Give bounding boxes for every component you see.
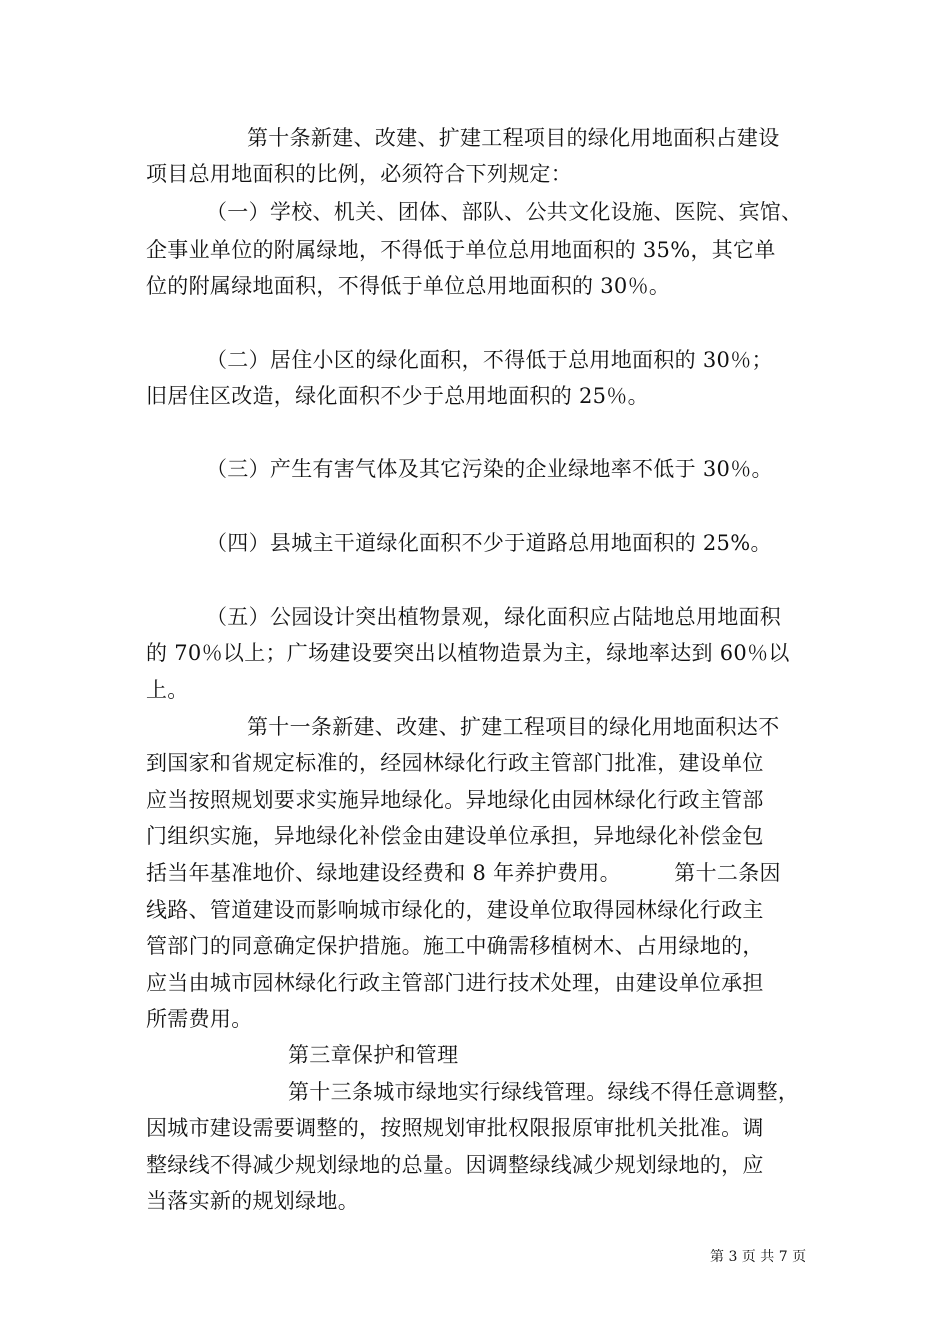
text-line: 旧居住区改造，绿化面积不少于总用地面积的 25％。: [146, 384, 649, 408]
text-line: 企事业单位的附属绿地，不得低于单位总用地面积的 35%，其它单: [146, 238, 776, 262]
text-line: 管部门的同意确定保护措施。施工中确需移植树木、占用绿地的，: [146, 934, 764, 958]
text-line: 应当由城市园林绿化行政主管部门进行技术处理，由建设单位承担: [146, 971, 764, 995]
text-line: 整绿线不得减少规划绿地的总量。因调整绿线减少规划绿地的，应: [146, 1153, 764, 1177]
text-line: 上。: [146, 678, 189, 702]
text-line: 因城市建设需要调整的，按照规划审批权限报原审批机关批准。调: [146, 1116, 764, 1140]
chapter-heading: 第三章保护和管理: [288, 1043, 459, 1067]
text-line: 当落实新的规划绿地。: [146, 1189, 359, 1213]
text-line: 第十一条新建、改建、扩建工程项目的绿化用地面积达不: [247, 715, 780, 739]
text-line: 应当按照规划要求实施异地绿化。异地绿化由园林绿化行政主管部: [146, 788, 764, 812]
text-line: （三）产生有害气体及其它污染的企业绿地率不低于 30％。: [206, 457, 773, 481]
text-line: 位的附属绿地面积，不得低于单位总用地面积的 30％。: [146, 274, 671, 298]
text-line: 括当年基准地价、绿地建设经费和 8 年养护费用。 第十二条因: [146, 861, 781, 885]
text-line: （四）县城主干道绿化面积不少于道路总用地面积的 25%。: [206, 531, 772, 555]
text-line: 到国家和省规定标准的，经园林绿化行政主管部门批准，建设单位: [146, 751, 764, 775]
text-line: 线路、管道建设而影响城市绿化的，建设单位取得园林绿化行政主: [146, 898, 764, 922]
text-line: 的 70％以上；广场建设要突出以植物造景为主，绿地率达到 60％以: [146, 641, 790, 665]
text-line: 项目总用地面积的比例，必须符合下列规定：: [146, 162, 572, 186]
text-line: （一）学校、机关、团体、部队、公共文化设施、医院、宾馆、: [206, 200, 803, 224]
text-line: （五）公园设计突出植物景观，绿化面积应占陆地总用地面积: [206, 605, 782, 629]
text-line: 所需费用。: [146, 1007, 253, 1031]
text-line: 门组织实施，异地绿化补偿金由建设单位承担，异地绿化补偿金包: [146, 824, 764, 848]
text-line: （二）居住小区的绿化面积，不得低于总用地面积的 30％；: [206, 348, 773, 372]
text-line: 第十条新建、改建、扩建工程项目的绿化用地面积占建设: [247, 126, 780, 150]
text-line: 第十三条城市绿地实行绿线管理。绿线不得任意调整，: [288, 1080, 800, 1104]
page-number-footer: 第 3 页 共 7 页: [710, 1249, 807, 1265]
